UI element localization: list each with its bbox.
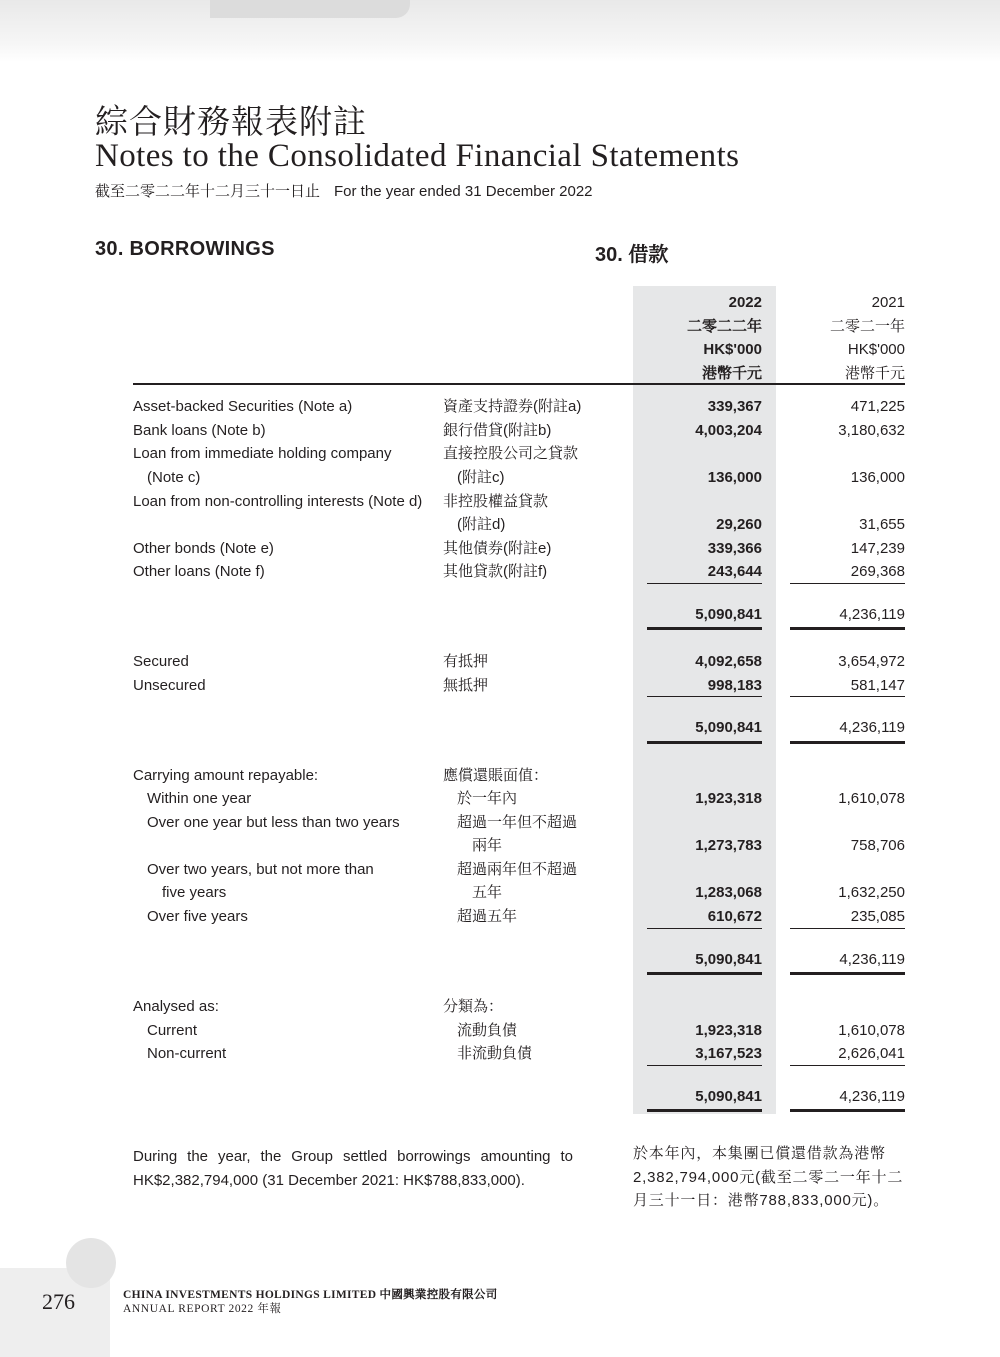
row-label-en: Analysed as: — [133, 998, 219, 1015]
row-label-zh: 其他債券(附註e) — [443, 540, 552, 557]
value-2022: 3,167,523 — [695, 1045, 762, 1062]
value-2022: 4,092,658 — [695, 653, 762, 670]
row-label-zh: 流動負債 — [457, 1022, 518, 1039]
value-2022: 1,283,068 — [695, 884, 762, 901]
total-row — [0, 603, 1000, 627]
page-title-zh: 綜合財務報表附註 — [95, 102, 367, 141]
total-2022: 5,090,841 — [695, 606, 762, 623]
column-unit-zh: 港幣千元 — [844, 364, 905, 382]
total-2022: 5,090,841 — [695, 951, 762, 968]
period-en: For the year ended 31 December 2022 — [334, 183, 593, 200]
table-row — [0, 490, 1000, 514]
row-label-zh: 非控股權益貸款 — [443, 493, 549, 510]
header-rule — [133, 383, 905, 385]
row-label-zh: 其他貸款(附註f) — [443, 563, 548, 580]
row-label-zh: 於一年內 — [457, 790, 518, 807]
subtotal-rule — [647, 583, 762, 584]
period-subtitle — [95, 180, 593, 201]
total-rule — [790, 627, 905, 630]
total-2021: 4,236,119 — [839, 719, 905, 736]
period-zh: 截至二零二二年十二月三十一日止 — [95, 183, 321, 200]
table-section-heading — [0, 995, 1000, 1019]
total-2021: 4,236,119 — [839, 606, 905, 623]
table-row — [0, 1042, 1000, 1066]
subtotal-rule — [790, 583, 905, 584]
value-2021: 2,626,041 — [838, 1045, 905, 1062]
total-2022: 5,090,841 — [695, 1088, 762, 1105]
row-label-zh: 有抵押 — [443, 653, 489, 670]
row-label-en: Unsecured — [133, 677, 206, 694]
row-label-en: Other bonds (Note e) — [133, 540, 274, 557]
row-label-en: Loan from non-controlling interests (Note d) — [133, 493, 423, 510]
total-rule — [790, 972, 905, 975]
value-2021: 581,147 — [850, 677, 905, 694]
subtotal-rule — [647, 696, 762, 697]
value-2022: 243,644 — [707, 563, 762, 580]
table-row — [0, 395, 1000, 419]
column-year: 2022 — [728, 294, 762, 311]
row-label-en: (Note c) — [147, 469, 201, 486]
row-label-en: five years — [162, 884, 227, 901]
page-number: 276 — [42, 1289, 75, 1314]
value-2021: 31,655 — [859, 516, 905, 533]
total-2021: 4,236,119 — [839, 951, 905, 968]
row-label-en: Over five years — [147, 908, 248, 925]
column-unit: HK$'000 — [703, 341, 762, 358]
value-2021: 1,632,250 — [838, 884, 905, 901]
column-year: 2021 — [871, 294, 905, 311]
value-2021: 3,180,632 — [838, 422, 905, 439]
row-label-zh: 銀行借貸(附註b) — [443, 422, 552, 439]
footer-report-title: ANNUAL REPORT 2022 年報 — [123, 1303, 282, 1315]
total-row — [0, 1085, 1000, 1109]
table-row — [0, 650, 1000, 674]
footer-circle-decoration — [66, 1238, 116, 1288]
row-label-zh: 超過一年但不超過 — [457, 814, 578, 831]
row-label-zh: 非流動負債 — [457, 1045, 533, 1062]
section-heading-zh: 30. 借款 — [595, 244, 669, 266]
table-section-heading — [0, 764, 1000, 788]
row-label-zh: 五年 — [472, 884, 503, 901]
subtotal-rule — [647, 928, 762, 929]
total-rule — [647, 972, 762, 975]
row-label-zh: 超過兩年但不超過 — [457, 861, 578, 878]
total-rule — [790, 741, 905, 744]
row-label-en: Secured — [133, 653, 189, 670]
section-heading-en: 30. BORROWINGS — [95, 238, 275, 260]
row-label-en: Carrying amount repayable: — [133, 767, 319, 784]
column-header-2021 — [790, 291, 905, 385]
subtotal-rule — [790, 1065, 905, 1066]
total-rule — [790, 1109, 905, 1112]
top-banner — [0, 0, 1000, 62]
table-row — [0, 858, 1000, 882]
table-row-continued — [0, 466, 1000, 490]
table-row — [0, 787, 1000, 811]
value-2021: 471,225 — [850, 398, 905, 415]
row-label-en: Loan from immediate holding company — [133, 445, 392, 462]
table-row — [0, 674, 1000, 698]
row-label-zh: 超過五年 — [457, 908, 518, 925]
total-row — [0, 716, 1000, 740]
row-label-zh: 資產支持證券(附註a) — [443, 398, 582, 415]
subtotal-rule — [790, 928, 905, 929]
value-2022: 4,003,204 — [695, 422, 762, 439]
subtotal-rule — [647, 1065, 762, 1066]
value-2022: 998,183 — [707, 677, 762, 694]
value-2022: 136,000 — [707, 469, 762, 486]
row-label-en: Within one year — [147, 790, 252, 807]
value-2022: 339,366 — [707, 540, 762, 557]
column-header-2022 — [640, 291, 762, 385]
column-unit: HK$'000 — [847, 341, 905, 358]
value-2021: 1,610,078 — [838, 1022, 905, 1039]
row-label-en: Asset-backed Securities (Note a) — [133, 398, 353, 415]
table-row — [0, 442, 1000, 466]
value-2021: 269,368 — [850, 563, 905, 580]
total-rule — [647, 627, 762, 630]
total-row — [0, 948, 1000, 972]
note-paragraph-zh: 於本年內，本集團已償還借款為港幣2,382,794,000元(截至二零二一年十二月三十一日：港幣788,833,000元)。 — [633, 1145, 904, 1209]
column-year-zh: 二零二一年 — [829, 317, 905, 335]
table-row — [0, 811, 1000, 835]
column-year-zh: 二零二二年 — [686, 317, 762, 335]
note-paragraph-en: During the year, the Group settled borrowings amounting to HK$2,382,794,000 (31 December 2021: HK$788,833,000). — [133, 1148, 573, 1189]
value-2022: 1,923,318 — [695, 790, 762, 807]
row-label-en: Over two years, but not more than — [147, 861, 374, 878]
value-2022: 339,367 — [707, 398, 762, 415]
row-label-en: Bank loans (Note b) — [133, 422, 266, 439]
value-2021: 147,239 — [850, 540, 905, 557]
row-label-en: Other loans (Note f) — [133, 563, 265, 580]
row-label-en: Current — [147, 1022, 198, 1039]
table-row — [0, 905, 1000, 929]
value-2021: 758,706 — [850, 837, 905, 854]
row-label-zh: (附註d) — [457, 516, 506, 533]
total-rule — [647, 1109, 762, 1112]
row-label-en: Over one year but less than two years — [147, 814, 400, 831]
value-2022: 1,273,783 — [695, 837, 762, 854]
table-row-continued — [0, 834, 1000, 858]
total-2021: 4,236,119 — [839, 1088, 905, 1105]
row-label-zh: 應償還賬面值： — [443, 767, 549, 784]
page-title-en: Notes to the Consolidated Financial Statements — [95, 138, 740, 174]
table-row-continued — [0, 881, 1000, 905]
row-label-zh: 兩年 — [472, 837, 503, 854]
row-label-zh: 分類為： — [443, 998, 504, 1015]
table-row-continued — [0, 513, 1000, 537]
column-unit-zh: 港幣千元 — [701, 364, 762, 382]
row-label-zh: 直接控股公司之貸款 — [443, 445, 579, 462]
table-row — [0, 419, 1000, 443]
table-row — [0, 537, 1000, 561]
value-2021: 3,654,972 — [838, 653, 905, 670]
value-2022: 29,260 — [716, 516, 762, 533]
row-label-en: Non-current — [147, 1045, 227, 1062]
footer-company-name: CHINA INVESTMENTS HOLDINGS LIMITED 中國興業控股有限公司 — [123, 1289, 498, 1301]
total-rule — [647, 741, 762, 744]
banner-tab-shape — [210, 0, 410, 18]
row-label-zh: (附註c) — [457, 469, 505, 486]
value-2022: 1,923,318 — [695, 1022, 762, 1039]
value-2021: 1,610,078 — [838, 790, 905, 807]
value-2022: 610,672 — [707, 908, 762, 925]
row-label-zh: 無抵押 — [443, 677, 489, 694]
table-row — [0, 560, 1000, 584]
value-2021: 136,000 — [850, 469, 905, 486]
subtotal-rule — [790, 696, 905, 697]
value-2021: 235,085 — [850, 908, 905, 925]
table-row — [0, 1019, 1000, 1043]
total-2022: 5,090,841 — [695, 719, 762, 736]
